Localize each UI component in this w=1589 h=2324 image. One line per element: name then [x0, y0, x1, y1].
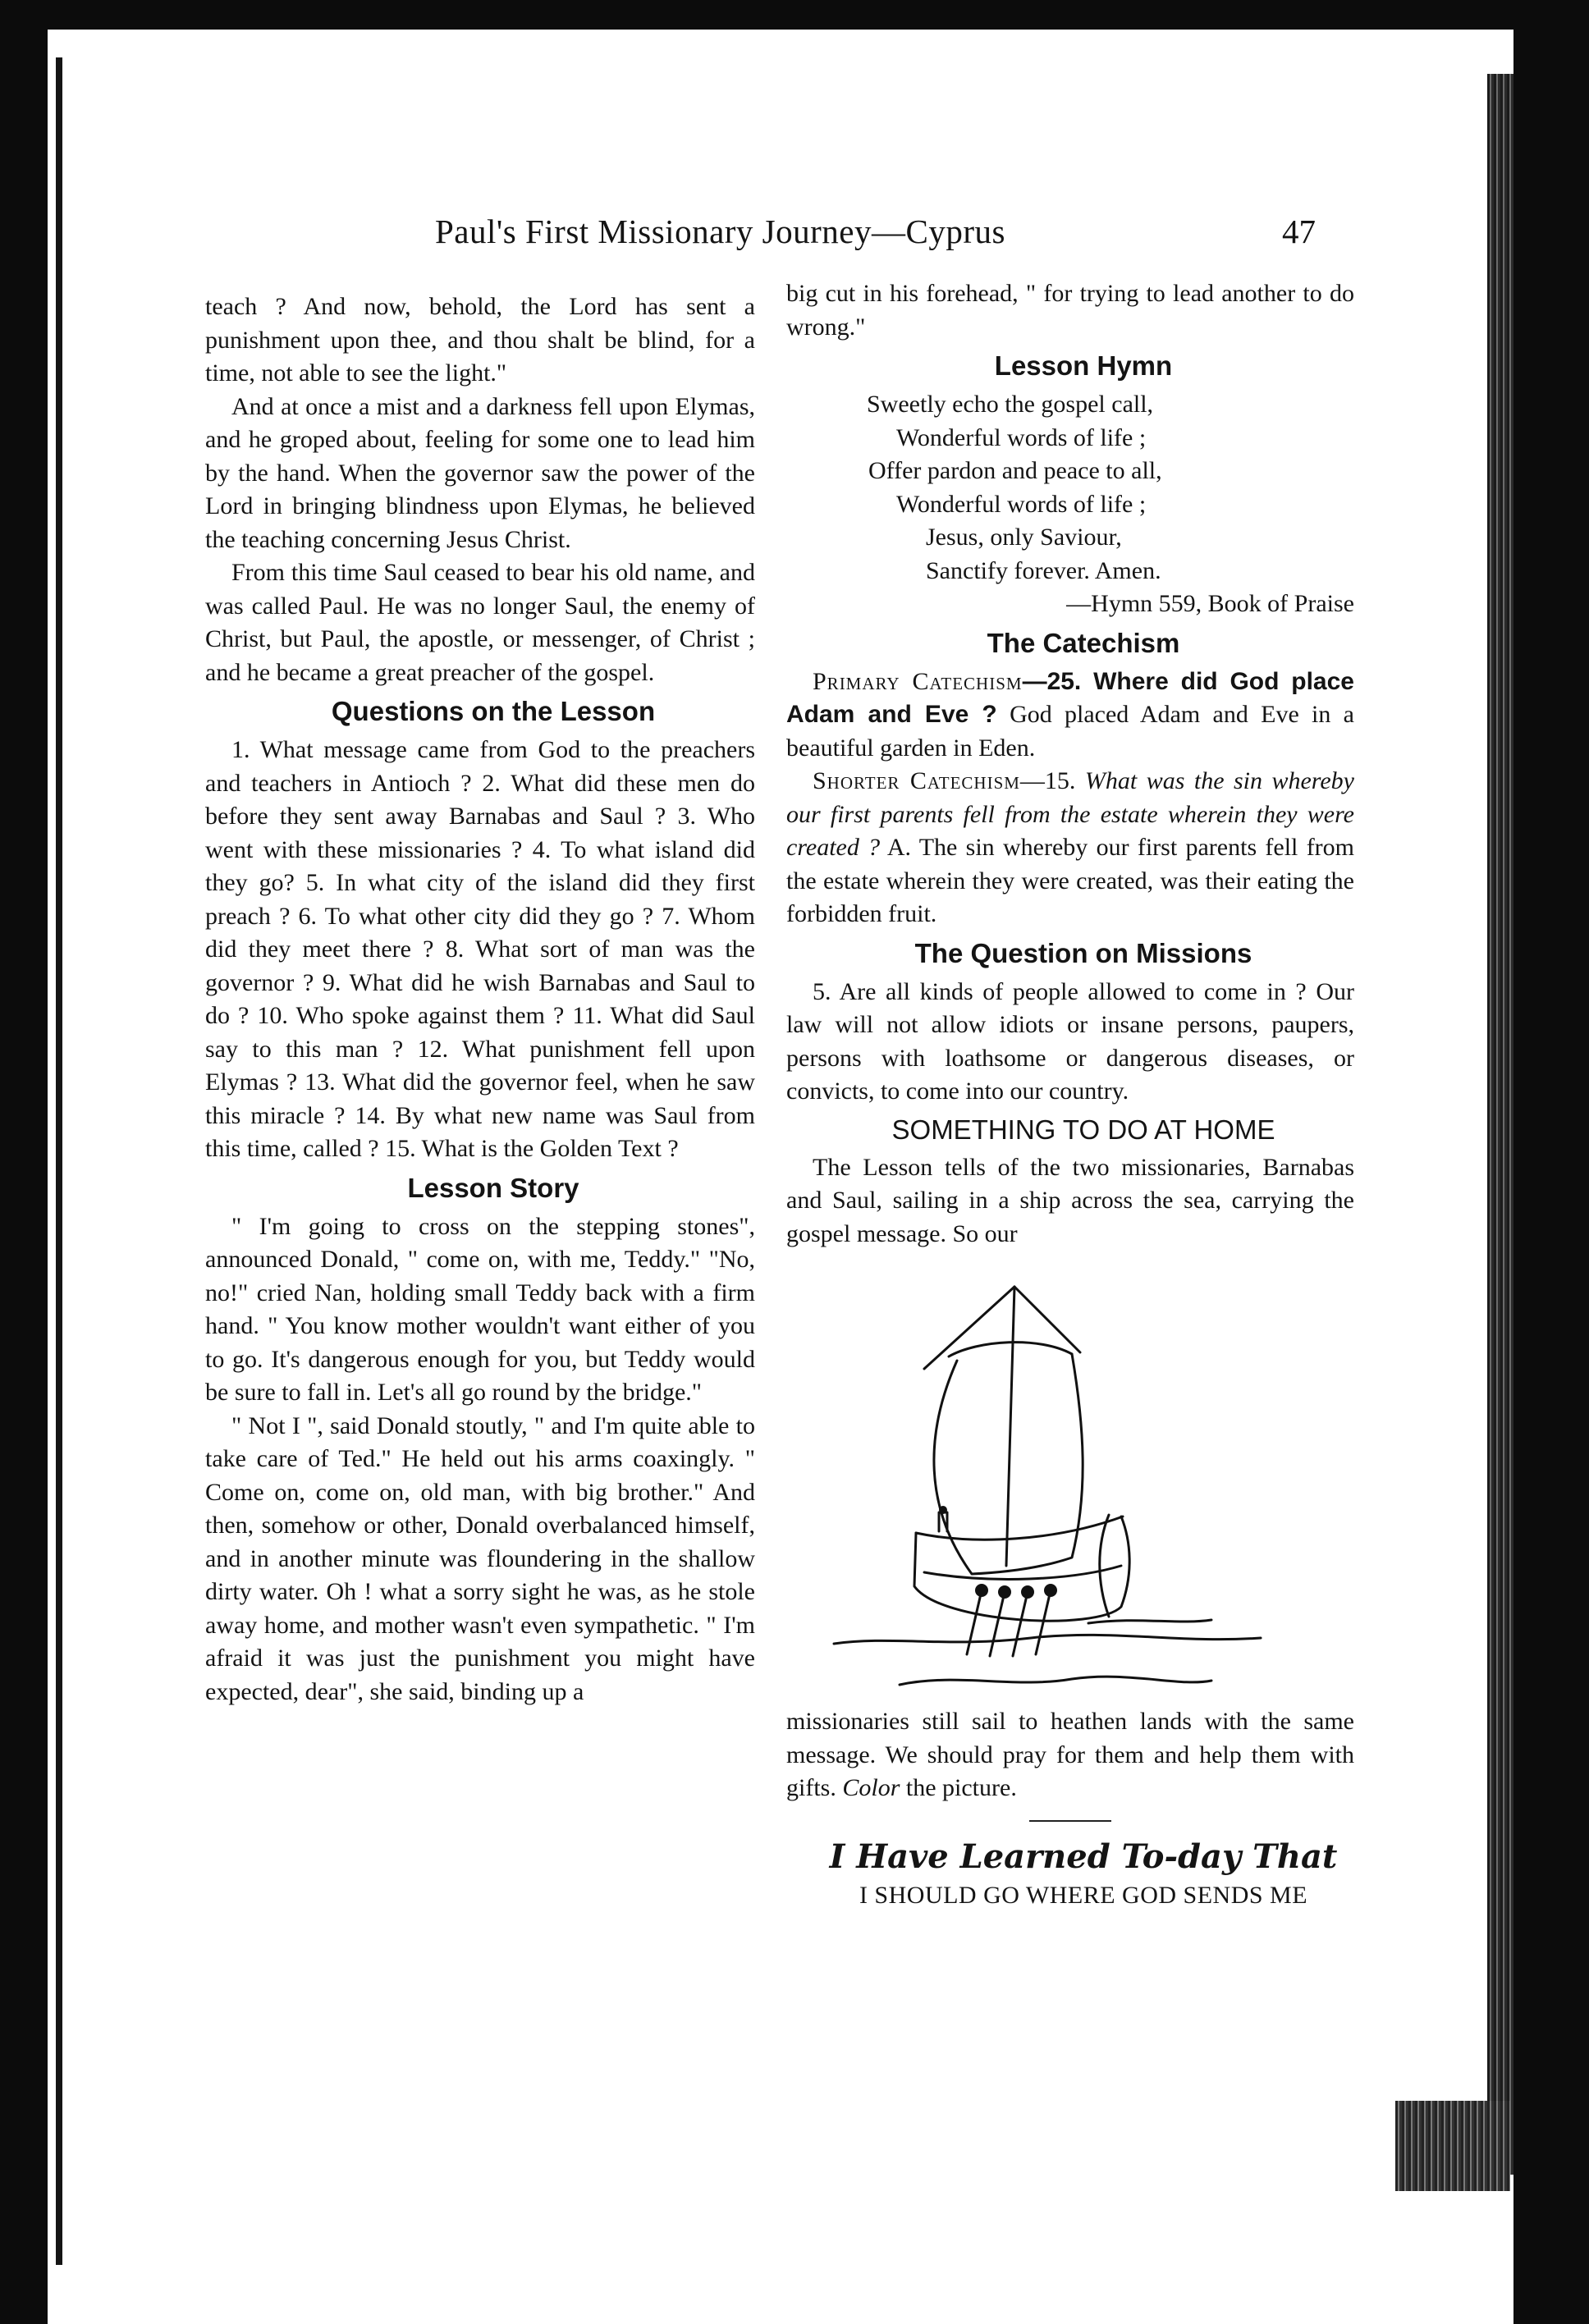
catechism-heading: The Catechism — [987, 627, 1180, 658]
oar-blade — [1021, 1585, 1034, 1599]
shorter-answer: A. The sin whereby our first parents fell from the estate wherein they were created, was their eating the forbidden fruit. — [786, 834, 1355, 927]
wave — [834, 1635, 1261, 1644]
paragraph: teach ? And now, behold, the Lord has sent a punishment upon thee, and thou shalt be blind, for a time, not able to see the light." — [205, 293, 755, 387]
home-heading: SOMETHING TO DO AT HOME — [891, 1114, 1275, 1145]
primary-answer: God placed Adam and Eve in a beautiful garden in Eden. — [786, 701, 1355, 762]
oar-blade — [998, 1585, 1011, 1599]
hymn-line: Sanctify forever. Amen. — [926, 556, 1161, 584]
shorter-catechism — [786, 765, 1354, 931]
ship-mast — [1006, 1287, 1014, 1566]
facing-page-edge — [56, 57, 62, 2265]
oar — [990, 1592, 1005, 1656]
questions-text: 1. What message came from God to the preachers and teachers in Antioch ? 2. What did these men do before they sent away Barnabas and Saul ? 3. Who went with these missionaries ? 4. To what island did they go? 5. In what city of the island did they first preach ? 6. To what other city did they go ? 7. Whom did they meet there ? 8. What sort of man was the governor ? 9. What did he wish Barnabas and Saul to do ? 10. Who spoke against them ? 11. What did Saul say to this man ? 12. What punishment fell upon Elymas ? 13. What did the governor feel, when he saw this miracle ? 14. By what new name was Saul from this time, called ? 15. What is the Golden Text ? — [205, 736, 755, 1162]
missions-heading: The Question on Missions — [914, 937, 1252, 968]
story-heading: Lesson Story — [407, 1172, 579, 1203]
oar-blade — [975, 1584, 988, 1597]
hymn-line: Jesus, only Saviour, — [926, 524, 1122, 551]
hymn-line: Sweetly echo the gospel call, — [867, 391, 1154, 418]
ship-rigging — [924, 1287, 1014, 1369]
oar-blade — [1044, 1584, 1057, 1597]
scan-border-top — [0, 0, 1589, 30]
home-text-end: the picture. — [905, 1774, 1017, 1801]
primary-question: —25. Where did God place Adam and Eve ? — [786, 667, 1354, 728]
story-paragraph: " Not I ", said Donald stoutly, " and I'm quite able to take care of Ted." He held out his arms coaxingly. " Come on, come on, old man, with big brother." And then, somehow or other, Donald overbalanced himself, and in another minute was floundering in the shallow dirty water. Oh ! what a sorry sight he was, as he stole away home, and mother wasn't even sympathetic. " I'm afraid it was just the punishment you might have expected, dear", she said, binding up a — [205, 1411, 755, 1705]
primary-catechism-label: Primary Catechism — [813, 667, 1023, 695]
ship-stern — [1100, 1515, 1109, 1617]
paragraph: And at once a mist and a darkness fell upon Elymas, and he groped about, feeling for some one to lead him by the hand. When the governor saw the power of the Lord in bringing blindness upon Elymas, he believed the teaching concerning Jesus Christ. — [205, 392, 755, 553]
wave — [1088, 1620, 1211, 1623]
sailing-ship-illustration — [826, 1262, 1285, 1705]
post-top — [939, 1506, 947, 1514]
hymn-verse — [786, 388, 1354, 621]
shorter-question: What was the sin whereby our first parents fell from the estate wherein they were created ? — [786, 767, 1354, 861]
home-color-word: Color — [842, 1774, 900, 1801]
shorter-number: —15. — [1019, 767, 1076, 794]
learned-text: I SHOULD GO WHERE GOD SENDS ME — [859, 1881, 1308, 1909]
oar — [1036, 1590, 1051, 1654]
hymn-line: Wonderful words of life ; — [896, 423, 1147, 451]
home-paragraph: The Lesson tells of the two missionaries, Barnabas and Saul, sailing in a ship across the sea, carrying the gospel message. So our — [786, 1153, 1354, 1247]
oar — [967, 1590, 982, 1654]
scan-border-right — [1513, 0, 1589, 2324]
questions-heading: Questions on the Lesson — [331, 696, 656, 726]
home-paragraph-continued — [786, 1705, 1354, 1805]
primary-catechism — [786, 666, 1354, 766]
divider-rule — [1029, 1820, 1111, 1822]
home-text: missionaries still sail to heathen lands with the same message. We should pray for them and help them with gifts. — [786, 1708, 1354, 1801]
learned-heading: I Have Learned To-day That — [829, 1837, 1338, 1876]
running-title: Paul's First Missionary Journey—Cyprus — [435, 213, 1005, 250]
hymn-heading: Lesson Hymn — [994, 350, 1173, 381]
oar — [1013, 1592, 1028, 1656]
book-page-edges-bottom — [1395, 2101, 1510, 2191]
book-page-edges — [1487, 74, 1513, 2175]
story-continuation: big cut in his forehead, " for trying to lead another to do wrong." — [786, 280, 1354, 341]
scan-border-left — [0, 0, 48, 2324]
story-paragraph: " I'm going to cross on the stepping stones", announced Donald, " come on, with me, Teddy." "No, no!" cried Nan, holding small Teddy back with a firm hand. " You know mother wouldn't want either of you to go. It's dangerous enough for you, but Teddy would be sure to fall in. Let's all go round by the bridge." — [205, 1212, 755, 1406]
shorter-catechism-label: Shorter Catechism — [813, 767, 1020, 794]
ship-plank — [924, 1566, 1121, 1579]
left-column — [205, 290, 755, 1709]
missions-text: 5. Are all kinds of people allowed to come in ? Our law will not allow idiots or insane persons, paupers, persons with loathsome or dangerous diseases, or convicts, to come into our country. — [786, 977, 1354, 1105]
ship-yard — [949, 1343, 1072, 1356]
hymn-line: Wonderful words of life ; — [896, 490, 1147, 518]
wave — [900, 1677, 1211, 1685]
hymn-line: Offer pardon and peace to all, — [868, 457, 1162, 484]
paragraph: From this time Saul ceased to bear his old name, and was called Paul. He was no longer Saul, the enemy of Christ, but Paul, the apostle, or messenger, of Christ ; and he became a great preacher of the gospel. — [205, 559, 755, 686]
page-number: 47 — [1282, 213, 1316, 250]
right-column — [786, 277, 1354, 1912]
hymn-source: —Hymn 559, Book of Praise — [1066, 590, 1354, 617]
